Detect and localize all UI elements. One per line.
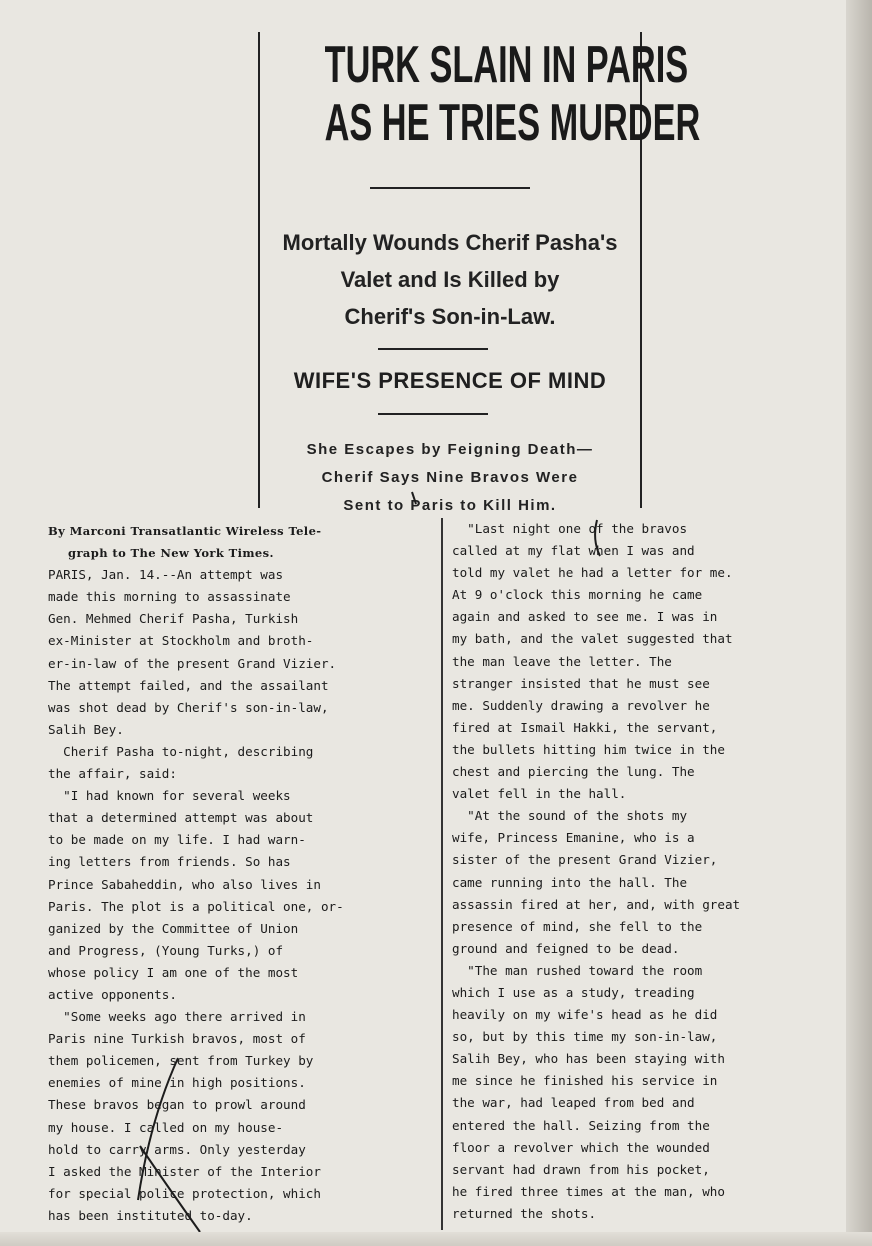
article-line: At 9 o'clock this morning he came <box>452 587 703 603</box>
bottom-strip <box>0 1232 872 1246</box>
article-line: Salih Bey, who has been staying with <box>452 1051 725 1067</box>
article-line: ground and feigned to be dead. <box>452 940 680 956</box>
article-line: told my valet he had a letter for me. <box>452 565 733 581</box>
article-line: active opponents. <box>48 986 177 1002</box>
article-line: and Progress, (Young Turks,) of <box>48 942 284 958</box>
article-line: came running into the hall. The <box>452 874 688 890</box>
article-line: the affair, said: <box>48 766 177 782</box>
pen-mark-3 <box>140 1146 200 1232</box>
article-line: entered the hall. Seizing from the <box>452 1117 710 1133</box>
article-line: Salih Bey. <box>48 721 124 737</box>
article-line: stranger insisted that he must see <box>452 675 710 691</box>
deck-line-1: She Escapes by Feigning Death— <box>306 441 594 458</box>
article-line: the man leave the letter. The <box>452 653 672 669</box>
article-line: ganized by the Committee of Union <box>48 920 299 936</box>
article-line: Gen. Mehmed Cherif Pasha, Turkish <box>48 611 299 627</box>
article-line: These bravos began to prowl around <box>48 1097 306 1113</box>
article-line: Cherif Pasha to-night, describing <box>48 743 314 759</box>
pen-mark-2 <box>138 1058 178 1200</box>
article-line: my house. I called on my house- <box>48 1119 284 1135</box>
article-line: me since he finished his service in <box>452 1073 718 1089</box>
article-line: the bullets hitting him twice in the <box>452 741 725 757</box>
article-line: Prince Sabaheddin, who also lives in <box>48 876 321 892</box>
byline-line-1: By Marconi Transatlantic Wireless Tele- <box>48 524 322 538</box>
article-line: my bath, and the valet suggested that <box>452 631 733 647</box>
article-line: whose policy I am one of the most <box>48 964 299 980</box>
article-line: again and asked to see me. I was in <box>452 609 718 625</box>
article-line: PARIS, Jan. 14.--An attempt was <box>48 567 284 583</box>
article-line: made this morning to assassinate <box>48 589 291 605</box>
article-line: which I use as a study, treading <box>452 984 695 1000</box>
article-line: Paris. The plot is a political one, or- <box>48 898 344 914</box>
article-line: er-in-law of the present Grand Vizier. <box>48 655 337 671</box>
article-line: returned the shots. <box>452 1205 597 1221</box>
article-line: assassin fired at her, and, with great <box>452 896 741 912</box>
pen-mark-1 <box>595 520 600 556</box>
article-line: The attempt failed, and the assailant <box>48 677 329 693</box>
article-line: ing letters from friends. So has <box>48 854 291 870</box>
article-line: floor a revolver which the wounded <box>452 1139 710 1155</box>
article-line: the war, had leaped from bed and <box>452 1095 695 1111</box>
article-line: for special police protection, which <box>48 1185 321 1201</box>
article-line: I asked the Minister of the Interior <box>48 1163 321 1179</box>
article-line: "Some weeks ago there arrived in <box>48 1009 306 1025</box>
deck-line-2: Cherif Says Nine Bravos Were <box>321 469 579 486</box>
subhead-wife: WIFE'S PRESENCE OF MIND <box>293 368 607 393</box>
byline-line-2: graph to The New York Times. <box>68 546 274 561</box>
article-line: "I had known for several weeks <box>48 788 291 804</box>
subhead-line-3: Cherif's Son-in-Law. <box>344 304 556 329</box>
article-line: chest and piercing the lung. The <box>452 764 695 780</box>
article-line: servant had drawn from his pocket, <box>452 1161 710 1177</box>
article-line: that a determined attempt was about <box>48 810 314 826</box>
article-line: so, but by this time my son-in-law, <box>452 1029 718 1045</box>
article-line: valet fell in the hall. <box>452 786 627 802</box>
article-line: hold to carry arms. Only yesterday <box>48 1141 306 1157</box>
article-line: to be made on my life. I had warn- <box>48 832 306 848</box>
article-line: was shot dead by Cherif's son-in-law, <box>48 699 329 715</box>
article-line: presence of mind, she fell to the <box>452 918 703 934</box>
article-line: enemies of mine in high positions. <box>48 1075 306 1091</box>
article-line: "At the sound of the shots my <box>452 808 688 824</box>
subhead-line-2: Valet and Is Killed by <box>340 267 560 292</box>
article-line: "Last night one of the bravos <box>452 521 688 536</box>
article-line: ex-Minister at Stockholm and broth- <box>48 633 314 649</box>
article-line: fired at Ismail Hakki, the servant, <box>452 719 718 735</box>
deck-line-3: Sent to Paris to Kill Him. <box>343 497 557 514</box>
headline-line-1: TURK SLAIN IN PARIS <box>324 36 689 94</box>
article-line: sister of the present Grand Vizier, <box>452 852 718 868</box>
article-line: them policemen, sent from Turkey by <box>48 1053 314 1069</box>
article-line: called at my flat when I was and <box>452 543 695 559</box>
article-line: wife, Princess Emanine, who is a <box>452 830 695 846</box>
article-line: Paris nine Turkish bravos, most of <box>48 1031 306 1047</box>
article-line: me. Suddenly drawing a revolver he <box>452 697 710 713</box>
headline-line-2: AS HE TRIES MURDER <box>324 94 701 152</box>
article-line: heavily on my wife's head as he did <box>452 1007 718 1023</box>
article-line: he fired three times at the man, who <box>452 1183 725 1199</box>
subhead-line-1: Mortally Wounds Cherif Pasha's <box>282 230 618 255</box>
article-line: has been instituted to-day. <box>48 1207 253 1223</box>
article-line: "The man rushed toward the room <box>452 962 703 978</box>
pen-mark-4 <box>412 492 416 504</box>
